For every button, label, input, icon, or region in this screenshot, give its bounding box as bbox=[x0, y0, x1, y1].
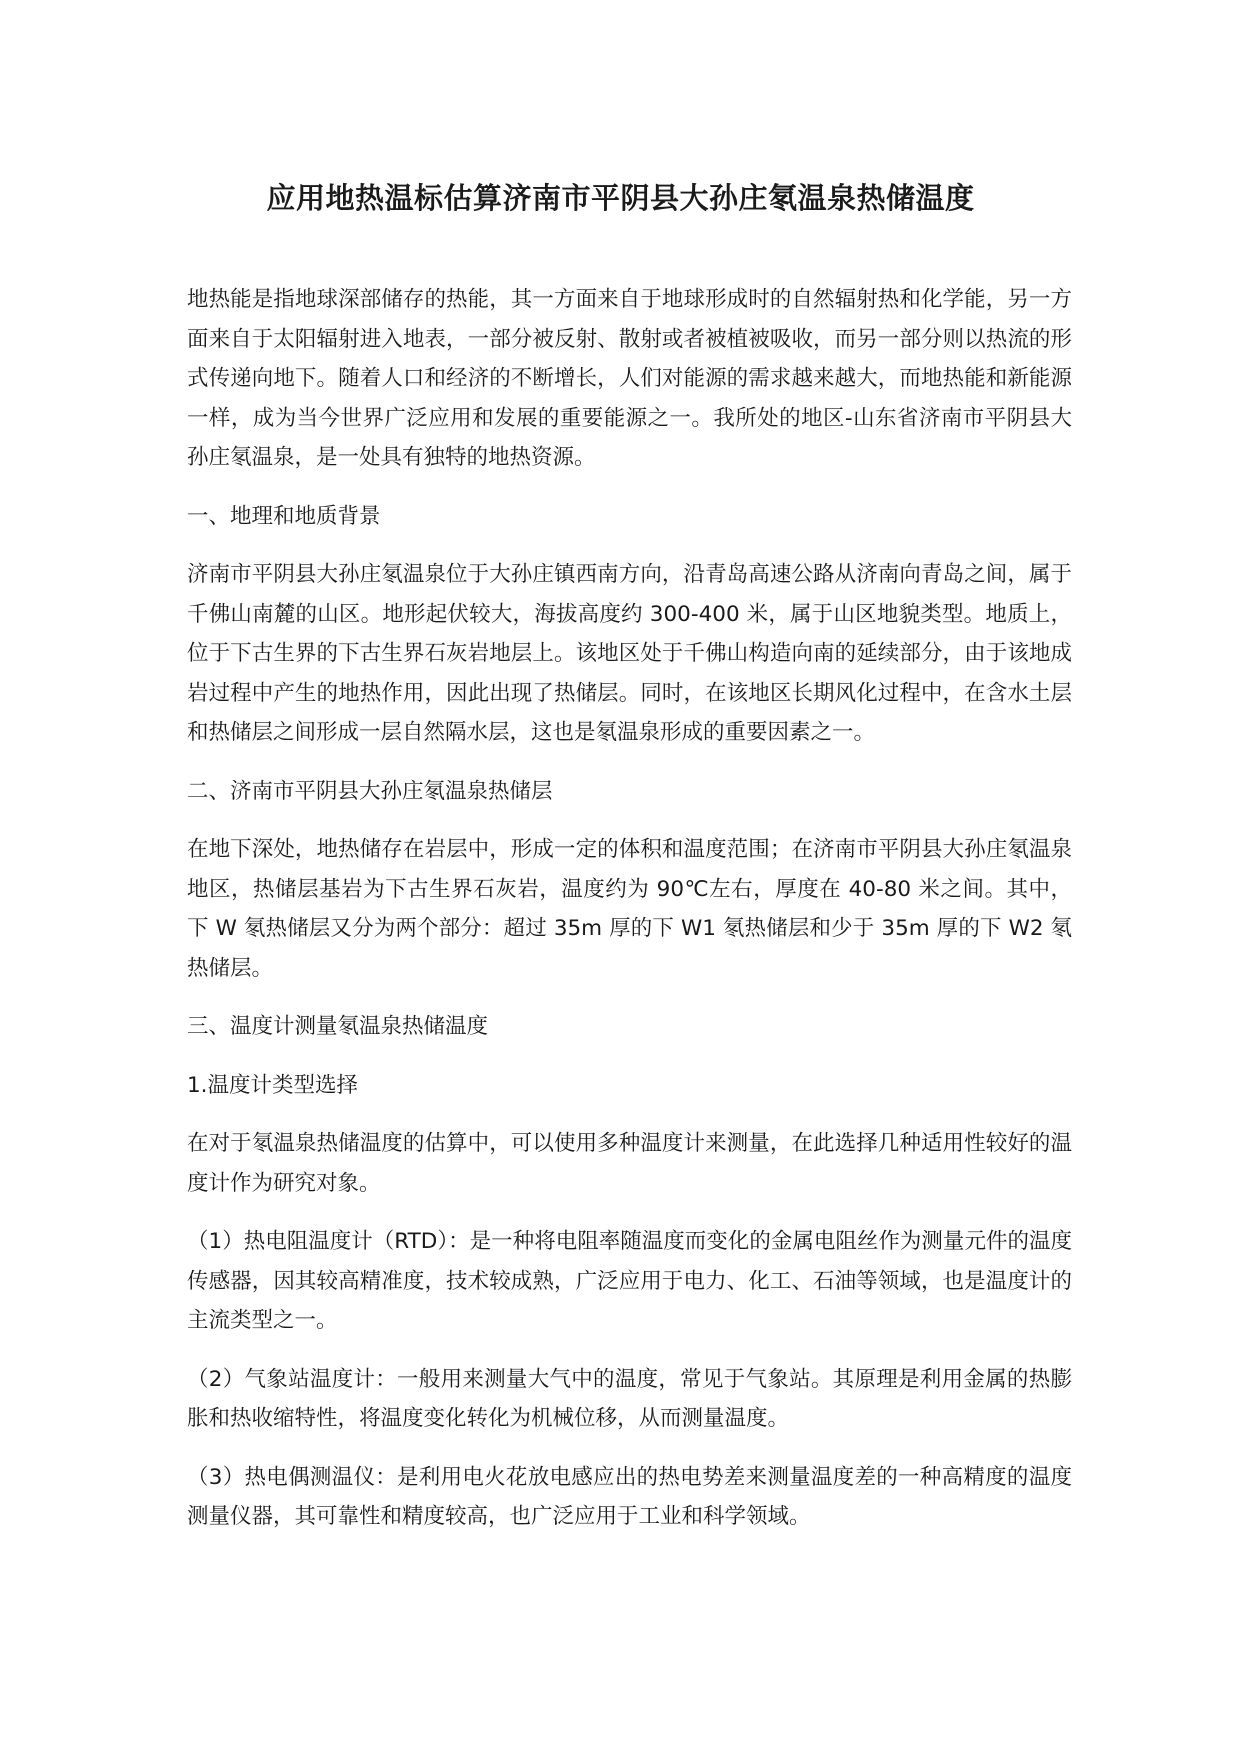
intro-paragraph: 地热能是指地球深部储存的热能，其一方面来自于地球形成时的自然辐射热和化学能，另一方面来自于太阳辐射进入地表，一部分被反射、散射或者被植被吸收，而另一部分则以热流的形式传递向地下。随着人口和经济的不断增长，人们对能源的需求越来越大，而地热能和新能源一样，成为当今世界广泛应用和发展的重要能源之一。我所处的地区-山东省济南市平阴县大孙庄氡温泉，是一处具有独特的地热资源。 bbox=[187, 287, 1072, 470]
section-3-heading: 三、温度计测量氡温泉热储温度 bbox=[187, 1014, 489, 1039]
list-item-thermocouple: （3）热电偶测温仪：是利用电火花放电感应出的热电势差来测量温度差的一种高精度的温度测量仪器，其可靠性和精度较高，也广泛应用于工业和科学领域。 bbox=[187, 1464, 1072, 1529]
section-1-heading: 一、地理和地质背景 bbox=[187, 503, 381, 529]
document-body bbox=[187, 280, 1072, 1556]
section-3-paragraph: 在对于氡温泉热储温度的估算中，可以使用多种温度计来测量，在此选择几种适用性较好的温度计作为研究对象。 bbox=[187, 1131, 1072, 1196]
section-1-paragraph: 济南市平阴县大孙庄氡温泉位于大孙庄镇西南方向，沿青岛高速公路从济南向青岛之间，属于千佛山南麓的山区。地形起伏较大，海拔高度约 300-400 米，属于山区地貌类型。地质上，位于下古生界的下古生界石灰岩地层上。该地区处于千佛山构造向南的延续部分，由于该地成岩过程中产生的地热作用，因此出现了热储层。同时，在该地区长期风化过程中，在含水土层和热储层之间形成一层自然隔水层，这也是氡温泉形成的重要因素之一。 bbox=[187, 562, 1072, 745]
section-2-heading: 二、济南市平阴县大孙庄氡温泉热储层 bbox=[187, 778, 553, 804]
document-title: 应用地热温标估算济南市平阴县大孙庄氡温泉热储温度 bbox=[266, 181, 975, 215]
list-item-weather-station: （2）气象站温度计：一般用来测量大气中的温度，常见于气象站。其原理是利用金属的热膨胀和热收缩特性，将温度变化转化为机械位移，从而测量温度。 bbox=[187, 1366, 1072, 1431]
section-2-paragraph: 在地下深处，地热储存在岩层中，形成一定的体积和温度范围；在济南市平阴县大孙庄氡温泉地区，热储层基岩为下古生界石灰岩，温度约为 90℃左右，厚度在 40-80 米之间。其中，下 W 氡热储层又分为两个部分：超过 35m 厚的下 W1 氡热储层和少于 35m 厚的下 W2 氡热储层。 bbox=[187, 837, 1072, 981]
section-3-subheading: 1.温度计类型选择 bbox=[187, 1072, 359, 1098]
list-item-rtd: （1）热电阻温度计（RTD）：是一种将电阻率随温度而变化的金属电阻丝作为测量元件的温度传感器，因其较高精准度，技术较成熟，广泛应用于电力、化工、石油等领域，也是温度计的主流类型之一。 bbox=[187, 1229, 1072, 1333]
